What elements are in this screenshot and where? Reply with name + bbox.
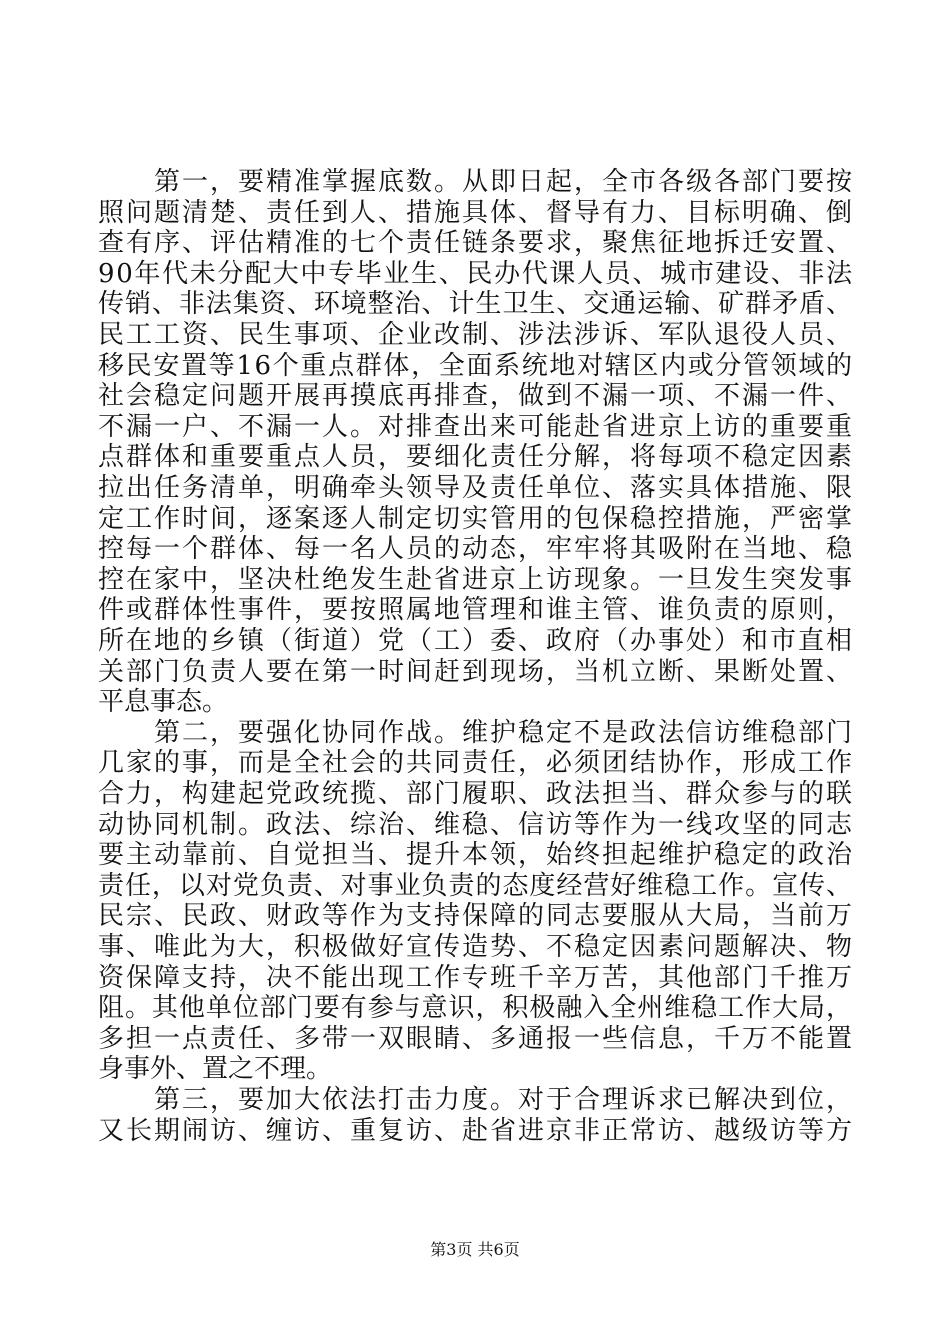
text-line: 几家的事，而是全社会的共同责任，必须团结协作，形成工作 <box>98 748 855 779</box>
text-line: 照问题清楚、责任到人、措施具体、督导有力、目标明确、倒 <box>98 197 855 228</box>
text-line: 责任，以对党负责、对事业负责的态度经营好维稳工作。宣传、 <box>98 870 853 901</box>
text-line: 传销、非法集资、环境整治、计生卫生、交通运输、矿群矛盾、 <box>98 289 853 320</box>
text-line: 民工工资、民生事项、企业改制、涉法涉诉、军队退役人员、 <box>98 320 855 350</box>
text-line: 移民安置等16个重点群体，全面系统地对辖区内或分管领域的 <box>98 350 854 381</box>
text-line: 多担一点责任、多带一双眼睛、多通报一些信息，千万不能置 <box>98 1023 855 1054</box>
text-line: 控在家中，坚决杜绝发生赴省进京上访现象。一旦发生突发事 <box>98 564 855 595</box>
text-line: 民宗、民政、财政等作为支持保障的同志要服从大局，当前万 <box>98 901 855 932</box>
text-line: 又长期闹访、缠访、重复访、赴省进京非正常访、越级访等方 <box>98 1115 855 1146</box>
text-line: 查有序、评估精准的七个责任链条要求，聚焦征地拆迁安置、 <box>98 228 855 259</box>
text-line: 要主动靠前、自觉担当、提升本领，始终担起维护稳定的政治 <box>98 840 855 871</box>
text-line: 定工作时间，逐案逐人制定切实管用的包保稳控措施，严密掌 <box>98 503 855 534</box>
text-line: 关部门负责人要在第一时间赶到现场，当机立断、果断处置、 <box>98 656 855 687</box>
text-line: 身事外、置之不理。 <box>98 1054 333 1085</box>
text-line: 控每一个群体、每一名人员的动态，牢牢将其吸附在当地、稳 <box>98 534 855 565</box>
text-line: 平息事态。 <box>98 687 229 718</box>
text-line: 资保障支持，决不能出现工作专班千辛万苦，其他部门千推万 <box>98 962 855 993</box>
text-line: 阻。其他单位部门要有参与意识，积极融入全州维稳工作大局， <box>98 993 853 1024</box>
text-line: 第三，要加大依法打击力度。对于合理诉求已解决到位， <box>98 1085 855 1115</box>
text-line: 所在地的乡镇（街道）党（工）委、政府（办事处）和市直相 <box>98 626 855 656</box>
text-line: 事、唯此为大，积极做好宣传造势、不稳定因素问题解决、物 <box>98 932 855 962</box>
text-line: 90年代未分配大中专毕业生、民办代课人员、城市建设、非法 <box>98 258 854 289</box>
page-number-footer: 第3页 共6页 <box>430 1240 520 1259</box>
text-line: 拉出任务清单，明确牵头领导及责任单位、落实具体措施、限 <box>98 473 855 503</box>
text-line: 社会稳定问题开展再摸底再排查，做到不漏一项、不漏一件、 <box>98 381 855 412</box>
text-line: 不漏一户、不漏一人。对排查出来可能赴省进京上访的重要重 <box>98 411 855 442</box>
text-line: 动协同机制。政法、综治、维稳、信访等作为一线攻坚的同志 <box>98 809 855 840</box>
text-line: 点群体和重要重点人员，要细化责任分解，将每项不稳定因素 <box>98 442 855 473</box>
text-line: 件或群体性事件，要按照属地管理和谁主管、谁负责的原则， <box>98 595 855 626</box>
text-line: 第二，要强化协同作战。维护稳定不是政法信访维稳部门 <box>98 717 855 748</box>
text-line: 合力，构建起党政统揽、部门履职、政法担当、群众参与的联 <box>98 779 855 809</box>
text-line: 第一，要精准掌握底数。从即日起，全市各级各部门要按 <box>98 167 855 197</box>
